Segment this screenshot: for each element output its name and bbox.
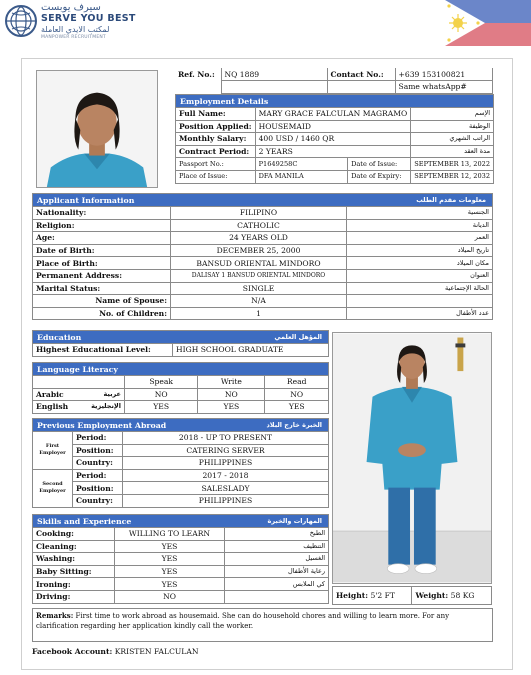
language-literacy-table — [32, 362, 329, 414]
height-weight-table — [332, 586, 492, 605]
facebook-account: Facebook Account: KRISTEN FALCULAN — [32, 647, 199, 656]
employment-row-contract: Contract Period: 2 YEARS مدة العقد — [176, 145, 494, 158]
education-row: Highest Educational Level: HIGH SCHOOL GRADUATE — [33, 344, 329, 357]
weight-cell: Weight: 58 KG — [412, 587, 492, 605]
education-section-title: Education المؤهل العلمي — [33, 331, 329, 344]
applicant-row-dob: Date of Birth: DECEMBER 25, 2000 تاريخ الميلاد — [33, 244, 493, 257]
skill-row-cleaning: Cleaning: YES التنظيف — [33, 540, 329, 553]
brand-tagline: MANPOWER RECRUITMENT — [41, 35, 106, 40]
skill-row-driving: Driving: NO — [33, 590, 329, 603]
skill-row-washing: Washing: YES الغسيل — [33, 553, 329, 566]
applicant-row-nationality: Nationality: FILIPINO الجنسية — [33, 207, 493, 220]
applicant-row-spouse: Name of Spouse: N/A — [33, 295, 493, 308]
second-employer-country-row: Country: PHILIPPINES — [33, 494, 329, 507]
language-header-row: Speak Write Read — [33, 376, 329, 389]
philippine-flag-icon — [445, 0, 531, 46]
employment-row-position: Position Applied: HOUSEMAID الوظيفة — [176, 120, 494, 133]
previous-employment-section-title: Previous Employment Abroad الخبرة خارج البلاد — [33, 419, 329, 432]
contact-value: +639 153100821 — [395, 68, 493, 81]
first-employer-period-row: First Employer Period: 2018 - UP TO PRESENT — [33, 432, 329, 445]
applicant-portrait-photo — [36, 70, 158, 188]
skill-row-baby-sitting: Baby Sitting: YES رعاية الأطفال — [33, 565, 329, 578]
brand-name: SERVE YOU BEST — [41, 13, 136, 24]
applicant-row-religion: Religion: CATHOLIC الديانة — [33, 219, 493, 232]
language-row-english: English الإنجليزية YES YES YES — [33, 401, 329, 414]
page-header — [0, 0, 531, 52]
applicant-row-pob: Place of Birth: BANSUD ORIENTAL MINDORO مكان الميلاد — [33, 257, 493, 270]
employment-row-name: Full Name: MARY GRACE FALCULAN MAGRAMO الإسم — [176, 108, 494, 121]
skills-experience-table — [32, 514, 329, 604]
employment-section-title: Employment Details — [176, 95, 494, 108]
education-table — [32, 330, 329, 357]
remarks-box — [32, 608, 493, 642]
applicant-full-body-photo — [332, 332, 492, 584]
applicant-row-children: No. of Children: 1 عدد الأطفال — [33, 307, 493, 320]
globe-logo-icon — [4, 4, 38, 38]
brand-arabic-sub: لمكتب الايدي العاملة — [41, 25, 110, 34]
previous-employment-table — [32, 418, 329, 508]
first-employer-position-row: Position: CATERING SERVER — [33, 444, 329, 457]
skill-row-ironing: Ironing: YES كي الملابس — [33, 578, 329, 591]
ref-contact-table — [175, 68, 493, 94]
applicant-section-title: Applicant Information معلومات مقدم الطلب — [33, 194, 493, 207]
brand-arabic: سيرف يوبست — [41, 2, 101, 13]
applicant-row-address: Permanent Address: DALISAY 1 BANSUD ORIENTAL MINDORO العنوان — [33, 269, 493, 282]
second-employer-period-row: Second Employer Period: 2017 - 2018 — [33, 469, 329, 482]
remarks-text: First time to work abroad as housemaid. She can do household chores and willing to learn more. For any clarification regarding her application kindly call the worker. — [36, 612, 450, 630]
place-of-issue-row: Place of Issue: DFA MANILA Date of Expiry: SEPTEMBER 12, 2032 — [176, 170, 494, 183]
employment-details-table — [175, 94, 494, 184]
language-section-title: Language Literacy — [33, 363, 329, 376]
applicant-row-marital: Marital Status: SINGLE الحالة الإجتماعية — [33, 282, 493, 295]
ref-value: NQ 1889 — [221, 68, 327, 81]
skills-section-title: Skills and Experience المهارات والخبرة — [33, 515, 329, 528]
applicant-row-age: Age: 24 YEARS OLD العمر — [33, 232, 493, 245]
skill-row-cooking: Cooking: WILLING TO LEARN الطبخ — [33, 528, 329, 541]
applicant-information-table — [32, 193, 493, 320]
language-row-arabic: Arabic عربية NO NO NO — [33, 388, 329, 401]
first-employer-country-row: Country: PHILIPPINES — [33, 457, 329, 470]
ref-label: Ref. No.: — [178, 69, 215, 79]
remarks-label: Remarks: — [36, 611, 74, 620]
passport-row: Passport No.: P1649258C Date of Issue: SEPTEMBER 13, 2022 — [176, 158, 494, 171]
second-employer-position-row: Position: SALESLADY — [33, 482, 329, 495]
height-cell: Height: 5'2 FT — [333, 587, 412, 605]
employment-row-salary: Monthly Salary: 400 USD / 1460 QR الراتب الشهري — [176, 133, 494, 146]
contact-note: Same whatsApp# — [395, 81, 493, 94]
contact-label: Contact No.: — [327, 68, 395, 81]
